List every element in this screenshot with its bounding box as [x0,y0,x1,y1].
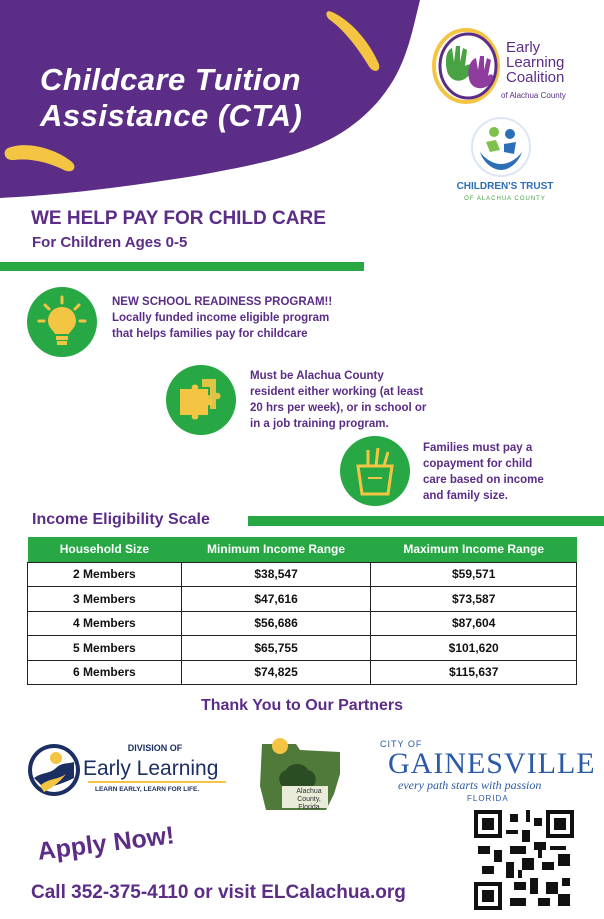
column-header-maximum: Maximum Income Range [371,537,577,562]
lightbulb-icon [27,287,97,357]
minimum-income: $38,547 [181,562,371,587]
maximum-income: $59,571 [371,562,577,587]
gainesville-state: FLORIDA [467,794,509,803]
divider-bar [0,262,364,271]
title-line-1: Childcare Tuition [40,62,302,97]
alachua-county-label: Alachua County, Florida [296,788,322,811]
maximum-income: $101,620 [371,636,577,661]
column-header-minimum: Minimum Income Range [181,537,371,562]
title-line-2: Assistance (CTA) [40,98,303,133]
partners-title: Thank You to Our Partners [200,697,404,714]
gainesville-city-label: CITY OF [380,739,423,749]
feature-residency: Must be Alachua County resident either working (at least 20 hrs per week), or in school or in a job training program. [250,370,427,430]
household-size: 3 Members [28,587,182,612]
household-size: 6 Members [28,660,182,685]
headline: WE HELP PAY FOR CHILD CARE [31,208,326,229]
doel-heading: DIVISION OF [127,743,183,753]
childrens-trust-subtitle: OF ALACHUA COUNTY [464,196,546,202]
elc-logo-subtitle: of Alachua County [501,91,566,100]
feature-program: NEW SCHOOL READINESS PROGRAM!! Locally funded income eligible program that helps families pay for childcare [112,296,333,340]
puzzle-icon [166,365,236,435]
page-title [40,62,302,134]
elc-logo-text: Early Learning Coalition [506,39,565,86]
qr-code-icon[interactable] [474,810,574,910]
household-size: 4 Members [28,611,182,636]
childrens-trust-logo-icon [470,116,532,178]
table-header-row [28,537,577,562]
table-row [28,611,577,636]
maximum-income: $87,604 [371,611,577,636]
minimum-income: $65,755 [181,636,371,661]
table-row [28,587,577,612]
feature-copayment: Families must pay a copayment for child care based on income and family size. [423,442,544,502]
school-supplies-icon [340,436,410,506]
eligibility-divider-bar [248,516,604,526]
subheadline: For Children Ages 0-5 [32,234,188,251]
gainesville-logo-name: GAINESVILLE [388,747,596,780]
eligibility-title: Income Eligibility Scale [32,511,210,528]
household-size: 2 Members [28,562,182,587]
childrens-trust-name: CHILDREN'S TRUST [456,181,554,192]
gainesville-tagline: every path starts with passion [398,778,542,792]
minimum-income: $56,686 [181,611,371,636]
minimum-income: $47,616 [181,587,371,612]
table-row [28,636,577,661]
household-size: 5 Members [28,636,182,661]
call-to-action[interactable]: Call 352-375-4110 or visit ELCalachua.org [31,882,406,903]
eligibility-table [27,537,577,685]
column-header-household: Household Size [28,537,182,562]
doel-tagline: LEARN EARLY, LEARN FOR LIFE. [95,786,200,793]
minimum-income: $74,825 [181,660,371,685]
table-row [28,562,577,587]
doel-name: Early Learning [83,757,219,780]
apply-now-heading: Apply Now! [36,821,176,866]
maximum-income: $73,587 [371,587,577,612]
table-row [28,660,577,685]
maximum-income: $115,637 [371,660,577,685]
